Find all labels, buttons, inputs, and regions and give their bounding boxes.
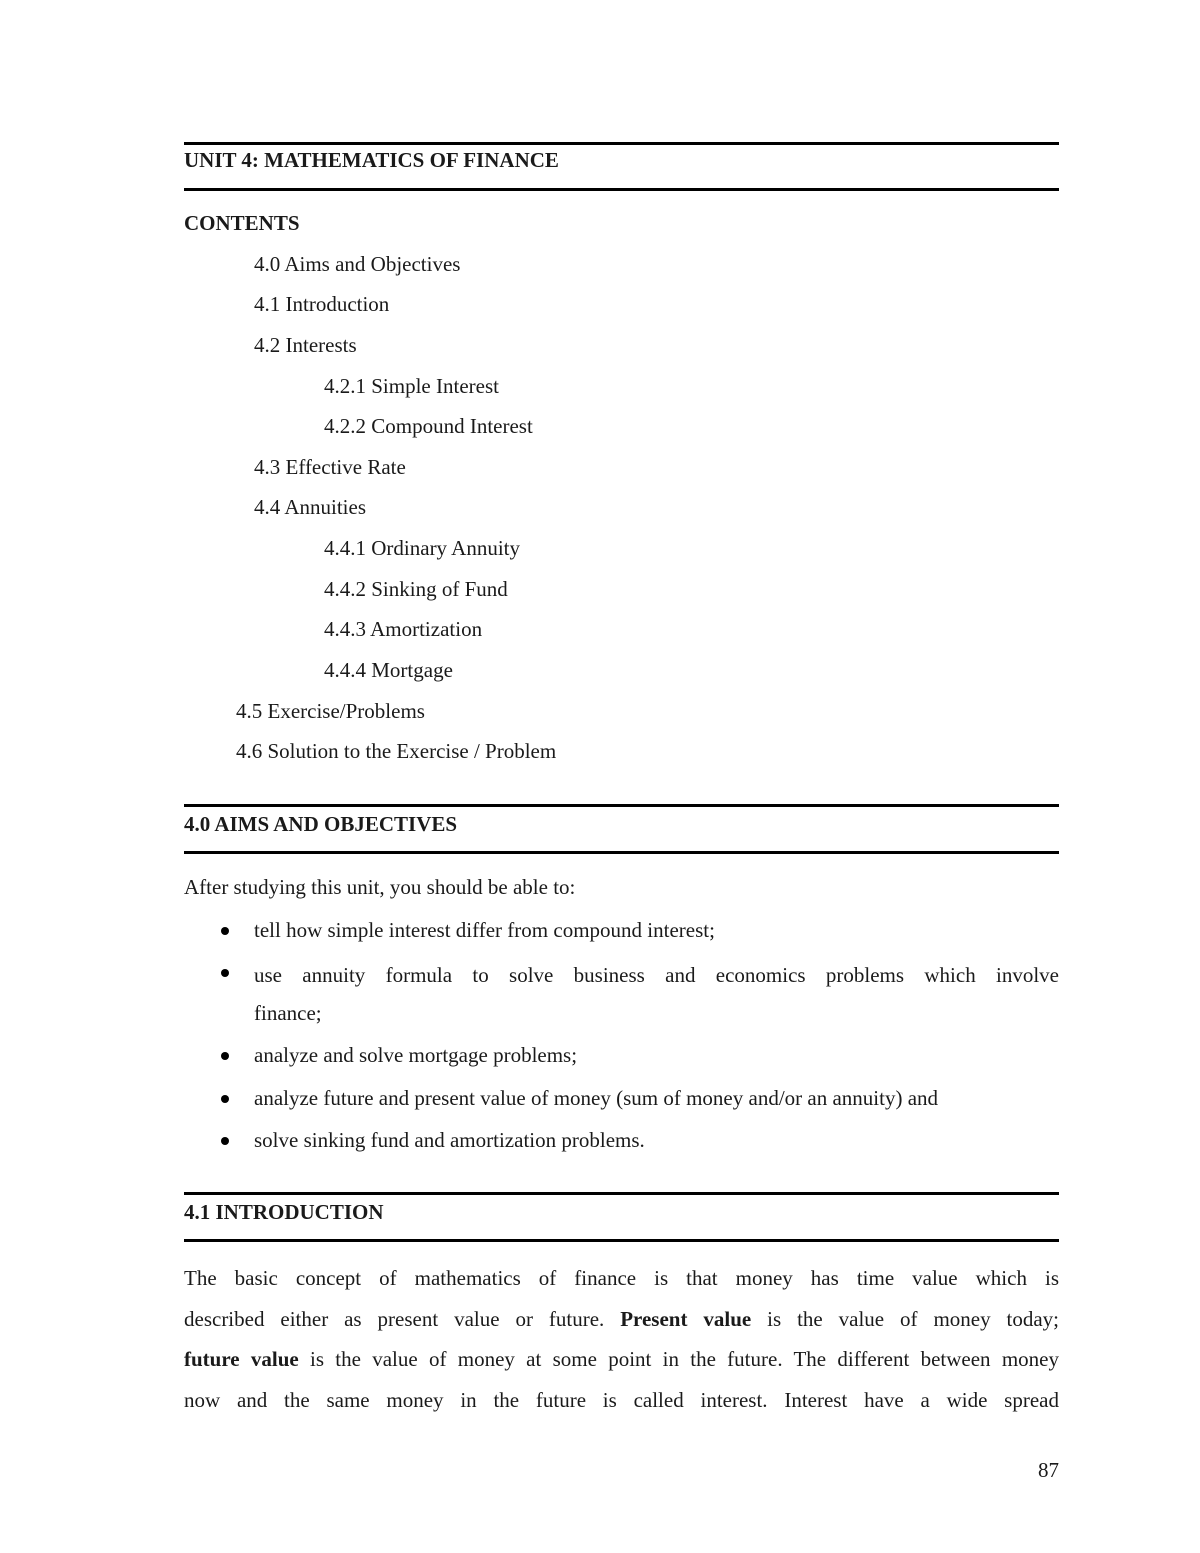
toc-item: 4.4 Annuities <box>254 495 367 519</box>
toc-item: 4.4.2 Sinking of Fund <box>324 577 508 601</box>
toc-item: 4.6 Solution to the Exercise / Problem <box>236 739 557 763</box>
list-item: solve sinking fund and amortization problems. <box>254 1128 645 1152</box>
top-rule <box>184 142 1059 145</box>
paragraph-line: The basic concept of mathematics of finance is that money has time value which is <box>184 1266 1059 1290</box>
list-item: tell how simple interest differ from compound interest; <box>254 918 715 942</box>
aims-bottom-rule <box>184 851 1059 854</box>
title-bottom-rule <box>184 188 1059 191</box>
page-number: 87 <box>1038 1458 1059 1482</box>
list-item: use annuity formula to solve business and economics problems which involve <box>254 963 1059 987</box>
toc-item: 4.4.3 Amortization <box>324 617 483 641</box>
paragraph-line <box>184 1344 1059 1374</box>
list-item-continuation: finance; <box>254 1001 322 1025</box>
paragraph-line: now and the same money in the future is called interest. Interest have a wide spread <box>184 1388 1059 1412</box>
bullet-icon <box>221 1052 229 1060</box>
term-future-value: future value <box>184 1347 299 1371</box>
bullet-icon <box>221 927 229 935</box>
toc-item: 4.4.1 Ordinary Annuity <box>324 536 520 560</box>
toc-item: 4.4.4 Mortgage <box>324 658 453 682</box>
toc-item: 4.2.1 Simple Interest <box>324 374 499 398</box>
term-present-value: Present value <box>620 1307 752 1331</box>
toc-item: 4.2.2 Compound Interest <box>324 414 533 438</box>
introduction-heading: 4.1 INTRODUCTION <box>184 1200 384 1224</box>
bullet-icon <box>221 1095 229 1103</box>
intro-top-rule <box>184 1192 1059 1195</box>
toc-item: 4.5 Exercise/Problems <box>236 699 425 723</box>
text-run: is the value of money at some point in the future. The different between money <box>298 1347 1059 1371</box>
toc-item: 4.3 Effective Rate <box>254 455 406 479</box>
aims-heading: 4.0 AIMS AND OBJECTIVES <box>184 812 458 836</box>
text-run: is the value of money today; <box>751 1307 1059 1331</box>
toc-item: 4.1 Introduction <box>254 292 390 316</box>
bullet-icon <box>221 1137 229 1145</box>
intro-bottom-rule <box>184 1239 1059 1242</box>
aims-top-rule <box>184 804 1059 807</box>
toc-item: 4.0 Aims and Objectives <box>254 252 461 276</box>
toc-item: 4.2 Interests <box>254 333 357 357</box>
list-item: analyze future and present value of money (sum of money and/or an annuity) and <box>254 1086 939 1110</box>
contents-heading: CONTENTS <box>184 211 300 235</box>
list-item: analyze and solve mortgage problems; <box>254 1043 578 1067</box>
unit-title: UNIT 4: MATHEMATICS OF FINANCE <box>184 148 559 172</box>
bullet-icon <box>221 969 229 977</box>
aims-intro: After studying this unit, you should be able to: <box>184 875 576 899</box>
text-run: described either as present value or future. <box>184 1307 621 1331</box>
paragraph-line <box>184 1304 1059 1334</box>
